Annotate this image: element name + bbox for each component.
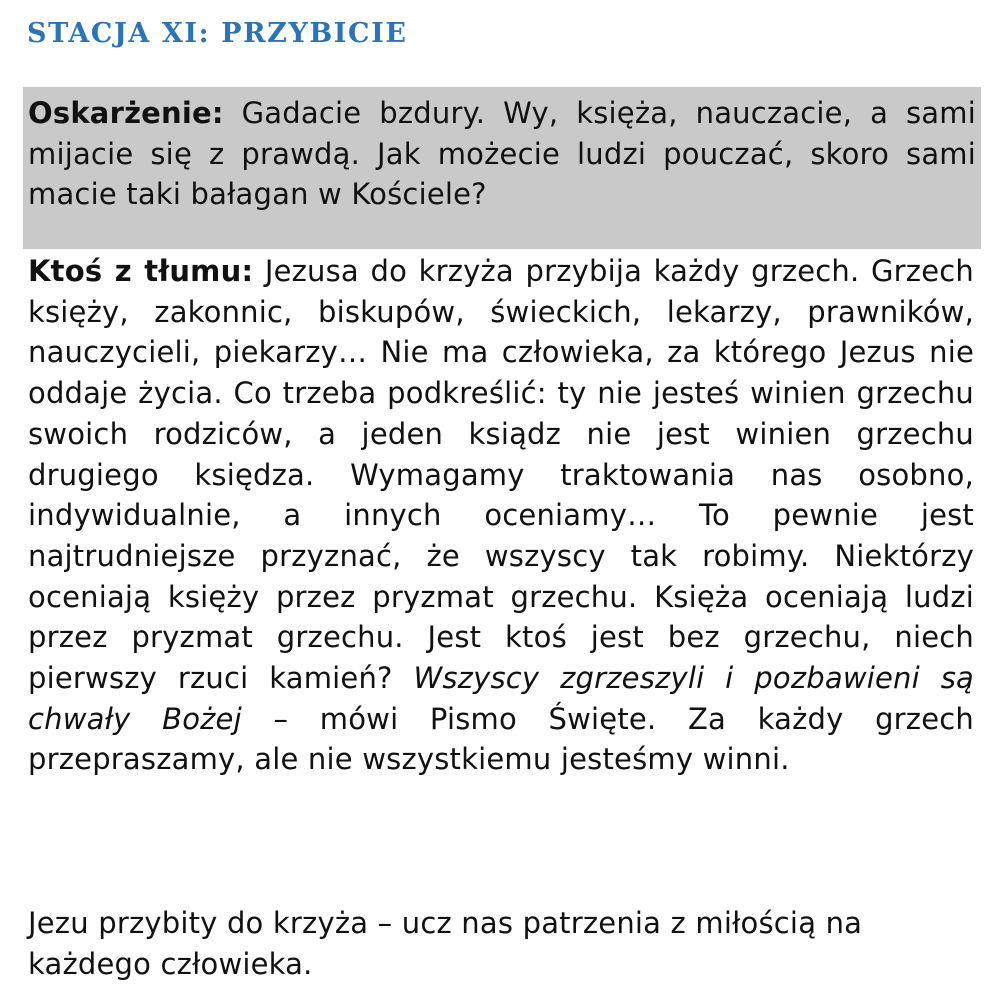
accusation-label: Oskarżenie: [28, 96, 224, 130]
accusation-box [23, 87, 981, 249]
crowd-text-before: Jezusa do krzyża przybija każdy grzech. Grzech księży, zakonnic, biskupów, świeckich, lekarzy, prawników, nauczycieli, piekarzy… Nie ma człowieka, za którego Jezus nie oddaje życia. Co trzeba podkreślić: ty nie jesteś winien grzechu swoich rodziców, a jeden ksiądz nie jest winien grzechu drugiego księdza. Wymagamy traktowania nas osobno, indywidualnie, a innych oceniamy… To pewnie jest najtrudniejsze przyznać, że wszyscy tak robimy. Niektórzy oceniają księży przez pryzmat grzechu. Księża oceniają ludzi przez pryzmat grzechu. Jest ktoś jest bez grzechu, niech pierwszy rzuci kamień? [28, 254, 974, 696]
crowd-paragraph [28, 251, 974, 780]
crowd-label: Ktoś z tłumu: [28, 254, 254, 288]
station-title: STACJA XI: PRZYBICIE [27, 18, 408, 49]
accusation-text: Gadacie bzdury. Wy, księża, nauczacie, a sami mijacie się z prawdą. Jak możecie ludzi pouczać, skoro sami macie taki bałagan w Kościele? [28, 96, 976, 212]
crowd-text-after: – mówi Pismo Święte. Za każdy grzech przepraszamy, ale nie wszystkiemu jesteśmy winni. [28, 701, 974, 777]
accusation-paragraph [28, 93, 976, 215]
scripture-quote: Wszyscy zgrzeszyli i pozbawieni są chwały Bożej [28, 661, 975, 736]
closing-prayer: Jezu przybity do krzyża – ucz nas patrzenia z miłością na każdego człowieka. [28, 906, 863, 981]
